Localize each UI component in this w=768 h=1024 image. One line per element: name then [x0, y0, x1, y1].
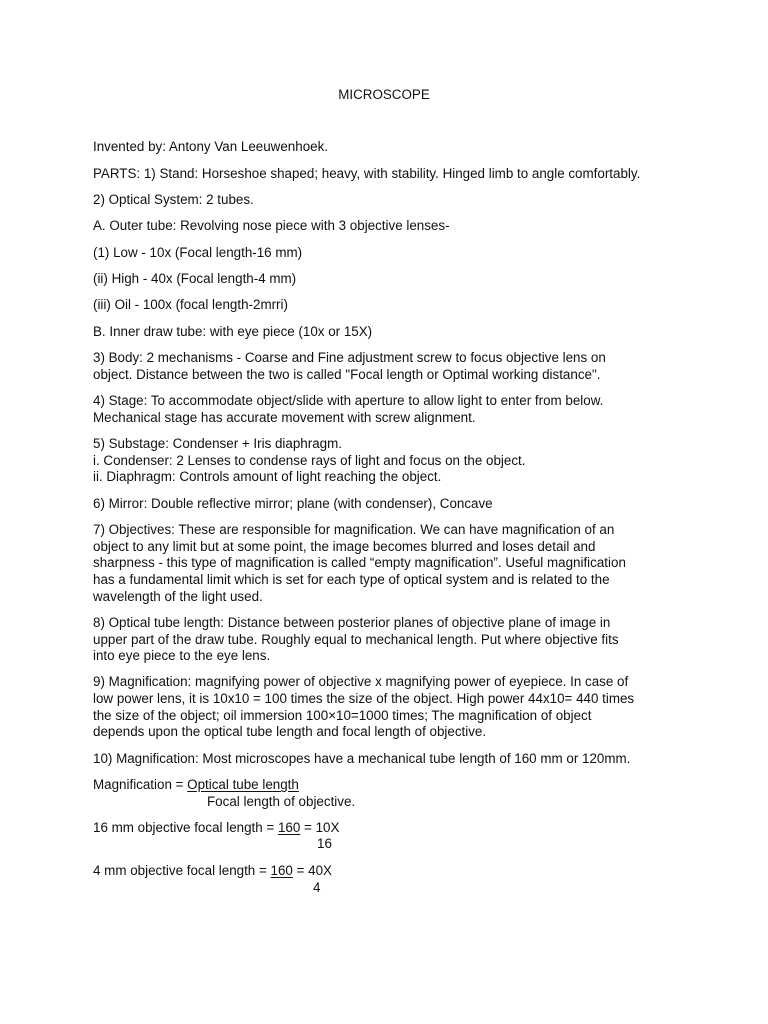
page-title: MICROSCOPE — [338, 87, 430, 102]
stage-line-2: Mechanical stage has accurate movement with screw alignment. — [93, 410, 476, 425]
example-4mm-denominator: 4 — [313, 880, 321, 895]
objectives-line-4: has a fundamental limit which is set for each type of optical system and is related to the — [93, 572, 610, 587]
example-4mm-numerator: 160 — [270, 863, 293, 878]
example-16mm-denominator: 16 — [317, 836, 332, 851]
body-line-2: object. Distance between the two is called "Focal length or Optimal working distance". — [93, 367, 601, 382]
inner-tube-line: B. Inner draw tube: with eye piece (10x or 15X) — [93, 324, 373, 339]
formula-numerator: Optical tube length — [187, 777, 299, 792]
tube-length-line-3: into eye piece to the eye lens. — [93, 648, 271, 663]
high-objective-line: (ii) High - 40x (Focal length-4 mm) — [93, 271, 297, 286]
stage-line-1: 4) Stage: To accommodate object/slide with aperture to allow light to enter from below. — [93, 393, 604, 408]
magnification-line-3: the size of the object; oil immersion 100×10=1000 times; The magnification of object — [93, 708, 592, 723]
optical-system-line: 2) Optical System: 2 tubes. — [93, 192, 254, 207]
tube-length-line-1: 8) Optical tube length: Distance between posterior planes of objective plane of image in — [93, 615, 611, 630]
body-line-1: 3) Body: 2 mechanisms - Coarse and Fine adjustment screw to focus objective lens on — [93, 350, 606, 365]
example-4mm-lhs: 4 mm objective focal length = — [93, 863, 271, 878]
magnification-formula — [93, 777, 299, 794]
outer-tube-line: A. Outer tube: Revolving nose piece with 3 objective lenses- — [93, 218, 450, 233]
magnification-10-line: 10) Magnification: Most microscopes have a mechanical tube length of 160 mm or 120mm. — [93, 751, 631, 766]
objectives-line-3: sharpness - this type of magnification is called “empty magnification”. Useful magnification — [93, 555, 626, 570]
example-4mm-result: = 40X — [292, 863, 332, 878]
objectives-line-1: 7) Objectives: These are responsible for magnification. We can have magnification of an — [93, 522, 615, 537]
example-16mm-result: = 10X — [300, 820, 340, 835]
objectives-line-5: wavelength of the light used. — [93, 589, 263, 604]
magnification-line-4: depends upon the optical tube length and focal length of objective. — [93, 724, 487, 739]
tube-length-line-2: upper part of the draw tube. Roughly equal to mechanical length. Put where objective fits — [93, 632, 619, 647]
objectives-line-2: object to any limit but at some point, the image becomes blurred and loses detail and — [93, 539, 596, 554]
magnification-line-1: 9) Magnification: magnifying power of objective x magnifying power of eyepiece. In case of — [93, 674, 629, 689]
parts-line: PARTS: 1) Stand: Horseshoe shaped; heavy, with stability. Hinged limb to angle comfortably. — [93, 166, 641, 181]
example-16mm-numerator: 160 — [277, 820, 301, 835]
substage-line-3: ii. Diaphragm: Controls amount of light reaching the object. — [93, 469, 442, 484]
example-4mm — [93, 863, 332, 880]
oil-objective-line: (iii) Oil - 100x (focal length-2mrri) — [93, 297, 288, 312]
low-objective-line: (1) Low - 10x (Focal length-16 mm) — [93, 245, 303, 260]
substage-line-2: i. Condenser: 2 Lenses to condense rays of light and focus on the object. — [93, 453, 526, 468]
invented-line: Invented by: Antony Van Leeuwenhoek. — [93, 139, 329, 154]
substage-line-1: 5) Substage: Condenser + Iris diaphragm. — [93, 436, 342, 451]
formula-lhs: Magnification = — [93, 777, 188, 792]
example-16mm-lhs: 16 mm objective focal length = — [93, 820, 278, 835]
formula-denominator: Focal length of objective. — [207, 794, 356, 809]
magnification-line-2: low power lens, it is 10x10 = 100 times the size of the object. High power 44x10= 440 times — [93, 691, 635, 706]
mirror-line: 6) Mirror: Double reflective mirror; plane (with condenser), Concave — [93, 496, 493, 511]
example-16mm — [93, 820, 339, 837]
